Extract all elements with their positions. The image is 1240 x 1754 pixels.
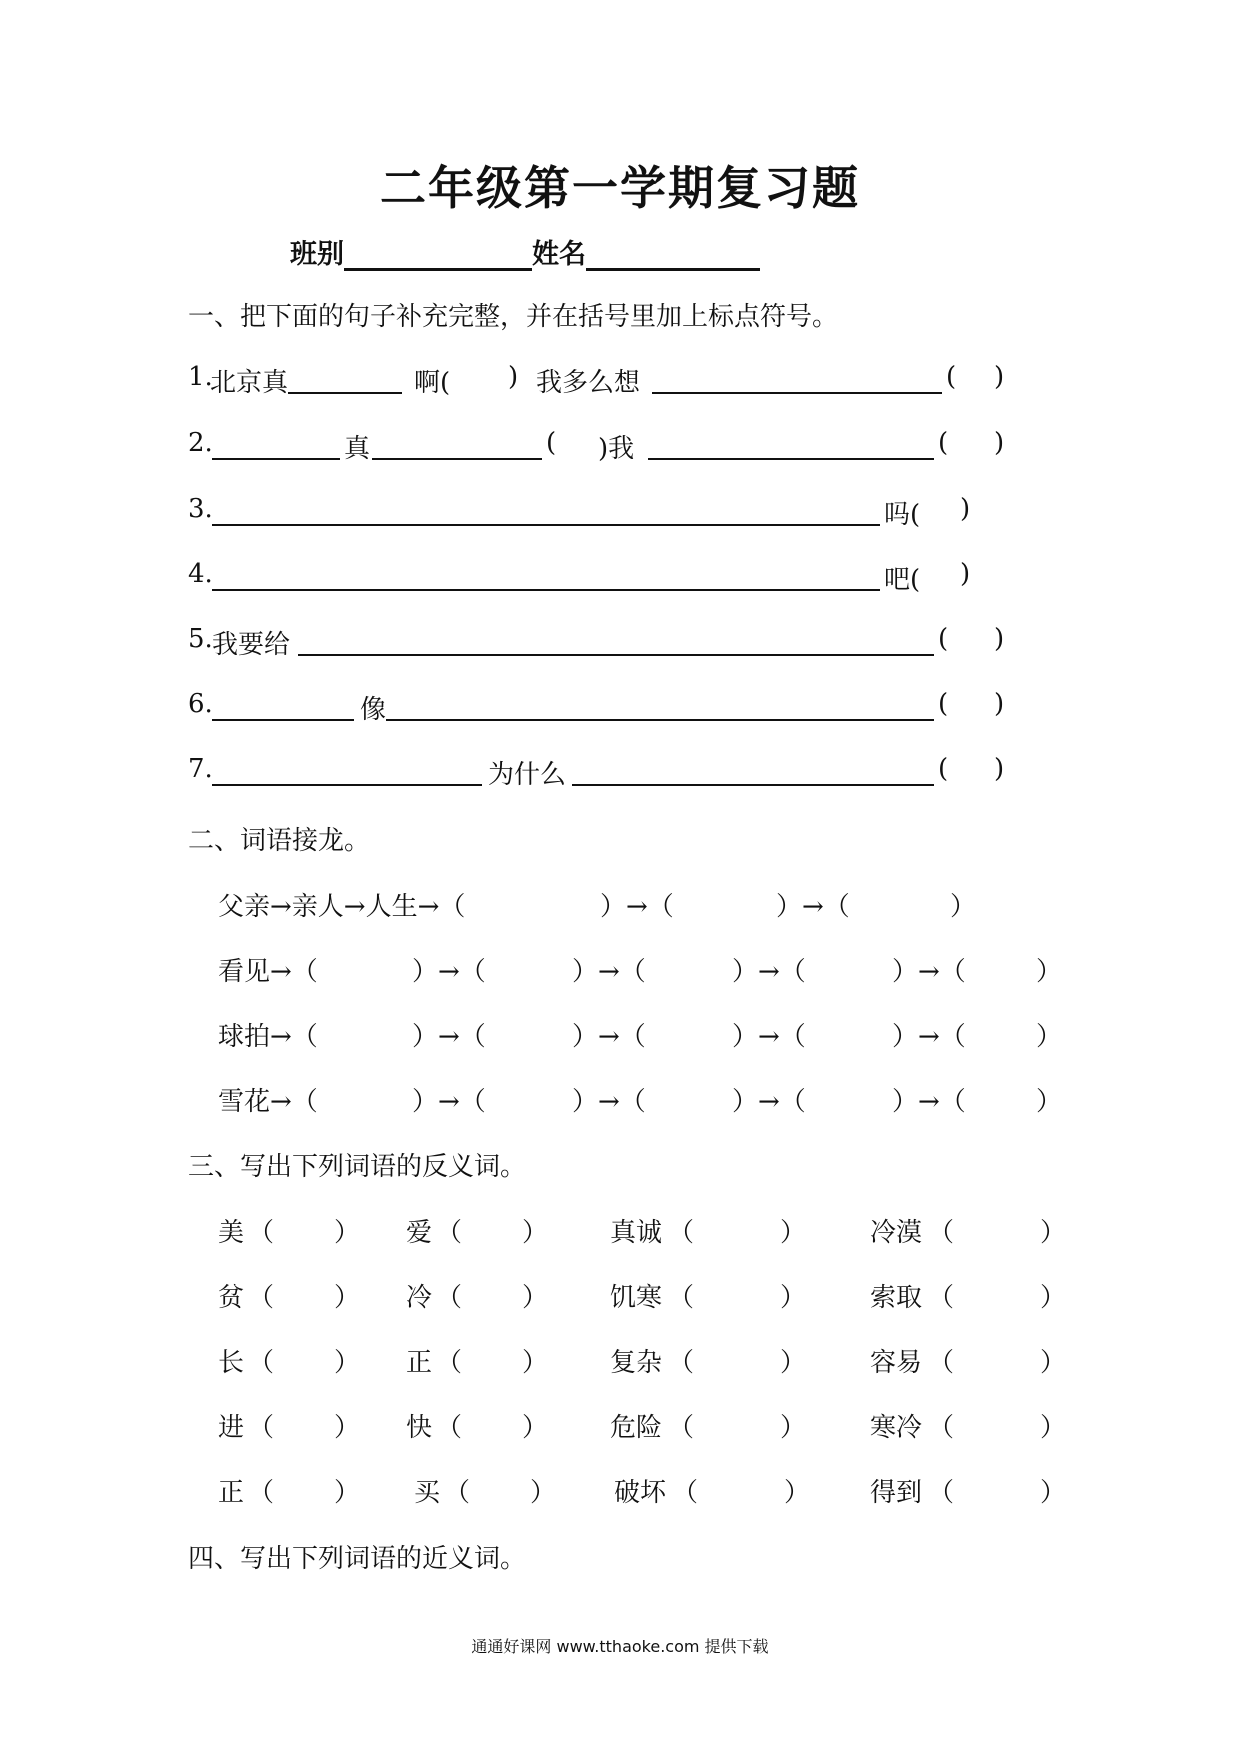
answer-close-paren: ） (522, 1413, 549, 1443)
answer-blank[interactable] (212, 494, 880, 526)
answer-blank[interactable] (372, 428, 542, 460)
answer-open-paren[interactable]: （ (668, 1413, 695, 1443)
answer-blank[interactable] (386, 689, 934, 721)
answer-close-paren: ） (780, 1348, 807, 1378)
name-label: 姓名 (532, 239, 586, 270)
item-text: ) (994, 754, 1005, 784)
chain-link: ）→（ (732, 1022, 806, 1052)
chain-link: ）→（ (572, 1087, 646, 1117)
chain-start: 父亲→亲人→人生→（ (218, 892, 466, 922)
item-text: 北京真 (210, 368, 289, 398)
antonym-word: 进 (218, 1413, 245, 1443)
answer-close-paren: ） (530, 1478, 557, 1508)
answer-close-paren: ） (334, 1283, 361, 1313)
answer-open-paren[interactable]: （ (248, 1348, 275, 1378)
answer-blank[interactable] (288, 362, 402, 394)
answer-close-paren: ） (334, 1218, 361, 1248)
antonym-word: 饥寒 (610, 1283, 663, 1313)
antonym-word: 快 (406, 1413, 433, 1443)
item-text: )我 (598, 434, 635, 464)
answer-open-paren[interactable]: （ (668, 1218, 695, 1248)
chain-start: 雪花→（ (218, 1087, 318, 1117)
item-number: 3. (188, 494, 213, 524)
section3-heading: 三、写出下列词语的反义词。 (188, 1152, 527, 1182)
answer-close-paren: ） (522, 1348, 549, 1378)
answer-blank[interactable] (652, 362, 942, 394)
item-text: ) (994, 689, 1005, 719)
answer-close-paren: ） (334, 1413, 361, 1443)
antonym-word: 美 (218, 1218, 245, 1248)
answer-open-paren[interactable]: （ (928, 1218, 955, 1248)
answer-open-paren[interactable]: （ (248, 1283, 275, 1313)
answer-blank[interactable] (212, 428, 340, 460)
answer-close-paren: ） (334, 1348, 361, 1378)
antonym-word: 危险 (610, 1413, 663, 1443)
chain-link: ） (1036, 1087, 1063, 1117)
antonym-word: 正 (218, 1478, 245, 1508)
class-blank[interactable] (344, 238, 532, 271)
chain-link: ）→（ (572, 1022, 646, 1052)
answer-open-paren[interactable]: （ (436, 1348, 463, 1378)
answer-close-paren: ） (522, 1218, 549, 1248)
section2-heading: 二、词语接龙。 (188, 826, 371, 856)
antonym-word: 得到 (870, 1478, 923, 1508)
item-text: ( (546, 428, 557, 458)
answer-close-paren: ） (1040, 1413, 1067, 1443)
chain-start: 球拍→（ (218, 1022, 318, 1052)
answer-open-paren[interactable]: （ (672, 1478, 699, 1508)
answer-blank[interactable] (298, 624, 934, 656)
name-blank[interactable] (586, 238, 760, 271)
answer-blank[interactable] (212, 689, 354, 721)
item-number: 6. (188, 689, 213, 719)
answer-open-paren[interactable]: （ (928, 1283, 955, 1313)
class-label: 班别 (290, 239, 344, 270)
item-text: 真 (344, 434, 371, 464)
chain-link: ）→（ (732, 957, 806, 987)
item-text: ) (994, 624, 1005, 654)
item-number: 5. (188, 624, 213, 654)
answer-close-paren: ） (784, 1478, 811, 1508)
item-text: 为什么 (488, 760, 567, 790)
answer-blank[interactable] (212, 559, 880, 591)
answer-open-paren[interactable]: （ (248, 1218, 275, 1248)
antonym-word: 正 (406, 1348, 433, 1378)
antonym-word: 索取 (870, 1283, 923, 1313)
section1-heading: 一、把下面的句子补充完整，并在括号里加上标点符号。 (188, 302, 839, 332)
item-text: ) (994, 428, 1005, 458)
answer-close-paren: ） (1040, 1283, 1067, 1313)
chain-link: ） (950, 892, 977, 922)
item-text: 吧( (884, 565, 921, 595)
chain-start: 看见→（ (218, 957, 318, 987)
item-text: 像 (360, 695, 387, 725)
chain-link: ） (1036, 957, 1063, 987)
antonym-word: 复杂 (610, 1348, 663, 1378)
item-text: ( (938, 624, 949, 654)
antonym-word: 容易 (870, 1348, 923, 1378)
answer-blank[interactable] (572, 754, 934, 786)
item-number: 2. (188, 428, 213, 458)
answer-close-paren: ） (334, 1478, 361, 1508)
answer-open-paren[interactable]: （ (668, 1283, 695, 1313)
answer-close-paren: ） (1040, 1478, 1067, 1508)
student-info (290, 232, 760, 271)
antonym-word: 冷漠 (870, 1218, 923, 1248)
answer-open-paren[interactable]: （ (436, 1413, 463, 1443)
antonym-word: 长 (218, 1348, 245, 1378)
answer-close-paren: ） (1040, 1218, 1067, 1248)
chain-link: ）→（ (600, 892, 674, 922)
item-text: ) (994, 362, 1005, 392)
chain-link: ）→（ (412, 1022, 486, 1052)
antonym-word: 寒冷 (870, 1413, 923, 1443)
answer-close-paren: ） (780, 1413, 807, 1443)
answer-open-paren[interactable]: （ (928, 1413, 955, 1443)
answer-open-paren[interactable]: （ (928, 1478, 955, 1508)
footer-credit: 通通好课网 www.tthaoke.com 提供下载 (471, 1637, 769, 1656)
chain-link: ）→（ (892, 957, 966, 987)
answer-open-paren[interactable]: （ (444, 1478, 471, 1508)
page-title: 二年级第一学期复习题 (380, 161, 860, 215)
chain-link: ） (1036, 1022, 1063, 1052)
item-text: 我多么想 (536, 368, 641, 398)
item-text: ( (938, 428, 949, 458)
item-text: 我要给 (212, 630, 291, 660)
answer-close-paren: ） (780, 1283, 807, 1313)
answer-blank[interactable] (212, 754, 482, 786)
answer-open-paren[interactable]: （ (928, 1348, 955, 1378)
answer-blank[interactable] (648, 428, 934, 460)
item-text: ) (960, 494, 971, 524)
antonym-word: 破坏 (614, 1478, 667, 1508)
item-text: ( (946, 362, 957, 392)
item-text: 啊( (414, 368, 451, 398)
item-text: ) (960, 559, 971, 589)
antonym-word: 买 (414, 1478, 441, 1508)
item-text: ( (938, 689, 949, 719)
antonym-word: 爱 (406, 1218, 433, 1248)
answer-open-paren[interactable]: （ (248, 1478, 275, 1508)
chain-link: ）→（ (732, 1087, 806, 1117)
antonym-word: 冷 (406, 1283, 433, 1313)
answer-open-paren[interactable]: （ (248, 1413, 275, 1443)
answer-open-paren[interactable]: （ (668, 1348, 695, 1378)
item-number: 4. (188, 559, 213, 589)
section4-heading: 四、写出下列词语的近义词。 (188, 1544, 527, 1574)
chain-link: ）→（ (572, 957, 646, 987)
answer-open-paren[interactable]: （ (436, 1218, 463, 1248)
chain-link: ）→（ (892, 1022, 966, 1052)
chain-link: ）→（ (776, 892, 850, 922)
item-text: ( (938, 754, 949, 784)
antonym-word: 真诚 (610, 1218, 663, 1248)
answer-close-paren: ） (1040, 1348, 1067, 1378)
answer-close-paren: ） (780, 1218, 807, 1248)
item-text: ) (508, 362, 519, 392)
answer-close-paren: ） (522, 1283, 549, 1313)
chain-link: ）→（ (892, 1087, 966, 1117)
item-number: 1. (188, 362, 213, 392)
item-text: 吗( (884, 500, 921, 530)
antonym-word: 贫 (218, 1283, 245, 1313)
item-number: 7. (188, 754, 213, 784)
chain-link: ）→（ (412, 1087, 486, 1117)
chain-link: ）→（ (412, 957, 486, 987)
answer-open-paren[interactable]: （ (436, 1283, 463, 1313)
